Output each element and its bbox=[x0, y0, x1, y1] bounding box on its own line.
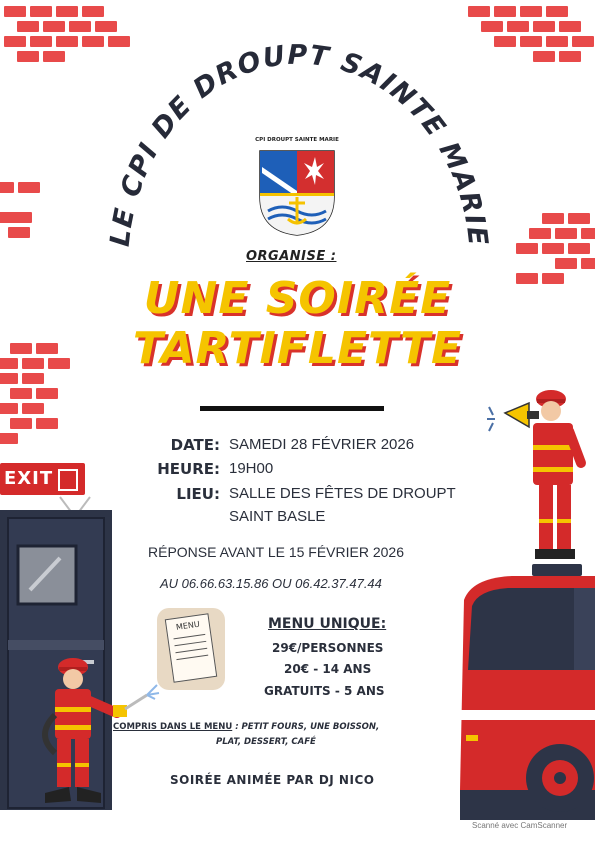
exit-sign-text: EXIT bbox=[4, 468, 54, 489]
menu-card-icon bbox=[157, 608, 225, 690]
crest-shield-icon bbox=[258, 149, 336, 237]
firefighter-hose-icon bbox=[25, 655, 165, 815]
menu-line-3: GRATUITS - 5 ANS bbox=[264, 684, 385, 698]
heure-label: HEURE: bbox=[157, 460, 220, 478]
menu-line-2: 20€ - 14 ANS bbox=[284, 662, 372, 676]
organise-label: ORGANISE : bbox=[246, 249, 337, 264]
compris-text-2: PLAT, DESSERT, CAFÉ bbox=[216, 737, 316, 747]
event-title-line1: UNE SOIRÉE bbox=[143, 273, 452, 324]
phones-text: AU 06.66.63.15.86 OU 06.42.37.47.44 bbox=[160, 576, 382, 591]
lieu-value-2: SAINT BASLE bbox=[229, 508, 326, 525]
event-title bbox=[0, 274, 595, 374]
date-label: DATE: bbox=[170, 436, 220, 454]
exit-sign-icon bbox=[0, 463, 85, 495]
crest bbox=[254, 137, 340, 237]
scanner-watermark: Scanné avec CamScanner bbox=[472, 821, 568, 830]
menu-line-1: 29€/PERSONNES bbox=[272, 641, 384, 655]
compris-text-1: : PETIT FOURS, UNE BOISSON, bbox=[232, 722, 380, 732]
event-title-line2: TARTIFLETTE bbox=[132, 323, 463, 374]
separator-line bbox=[200, 406, 384, 411]
arc-title-text: LE CPI DE DROUPT SAINTE MARIE bbox=[104, 39, 494, 249]
date-value: SAMEDI 28 FÉVRIER 2026 bbox=[229, 436, 415, 453]
lieu-value-1: SALLE DES FÊTES DE DROUPT bbox=[229, 485, 456, 502]
menu-card-text: MENU bbox=[175, 619, 201, 632]
firefighter-megaphone-icon bbox=[485, 385, 595, 575]
lieu-label: LIEU: bbox=[176, 485, 220, 503]
fire-truck-icon bbox=[452, 560, 595, 820]
heure-value: 19H00 bbox=[229, 460, 274, 477]
reponse-text: RÉPONSE AVANT LE 15 FÉVRIER 2026 bbox=[148, 544, 404, 560]
animation-text: SOIRÉE ANIMÉE PAR DJ NICO bbox=[170, 773, 375, 787]
menu-title: MENU UNIQUE: bbox=[268, 616, 387, 632]
crest-caption: CPI DROUPT SAINTE MARIE bbox=[255, 137, 339, 143]
compris-label: COMPRIS DANS LE MENU bbox=[113, 722, 233, 732]
